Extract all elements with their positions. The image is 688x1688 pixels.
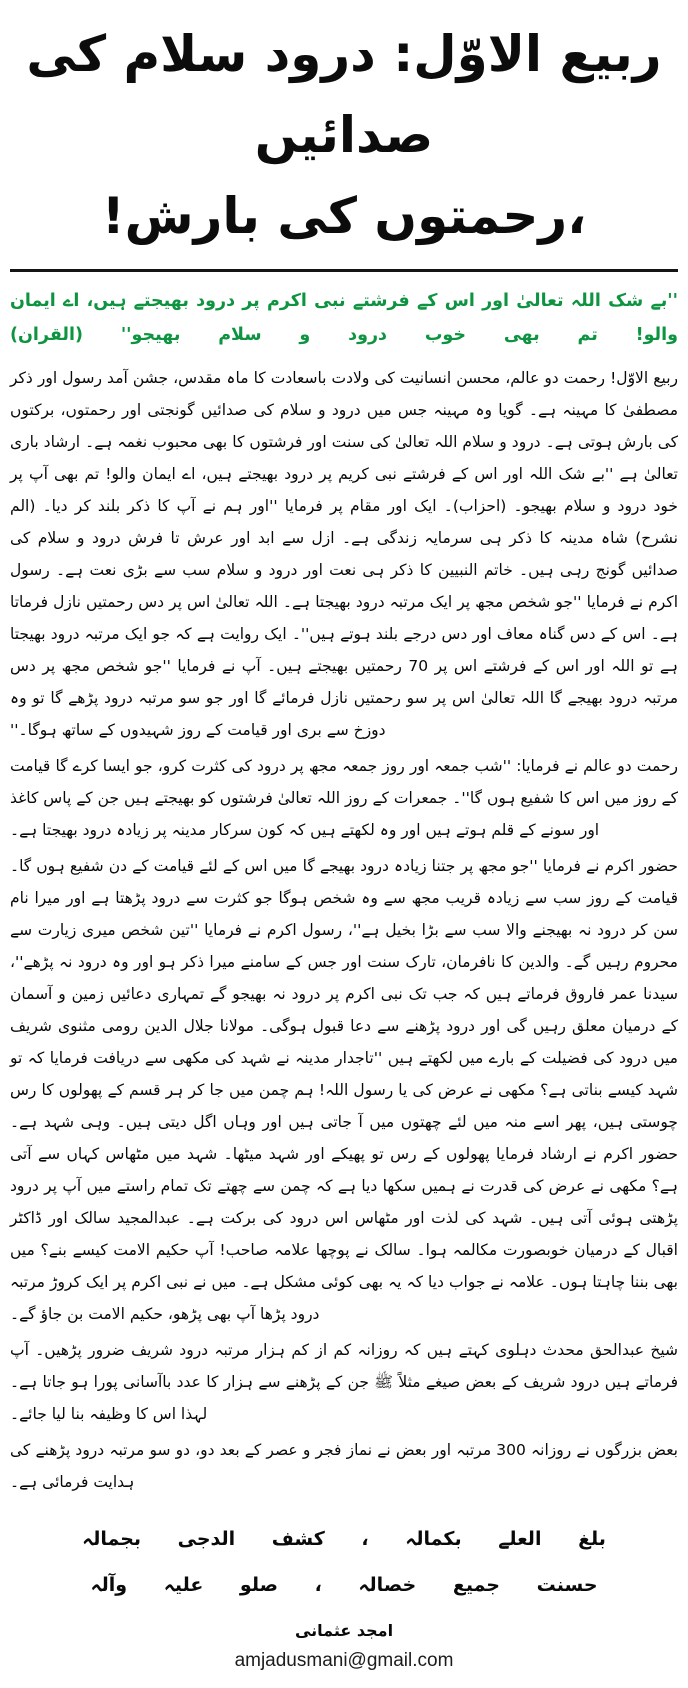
body-paragraph-2: رحمت دو عالم نے فرمایا: ''شب جمعہ اور روز جمعہ مجھ پر درود کی کثرت کرو، جو ایسا کرے گا قیامت کے روز میں اس کا شفیع ہوں گا''۔ جمعرات کے روز اللہ تعالیٰ فرشتوں کو بھیجتے ہیں جن کے پاس کاغذ اور سونے کے قلم ہوتے ہیں اور وہ لکھتے ہیں کہ کون سرکار مدینہ پر زیادہ درود بھیجتا ہے۔ — [10, 757, 678, 840]
body-paragraph-1: ربیع الاوّل! رحمت دو عالم، محسن انسانیت کی ولادت باسعادت کا ماہ مقدس، جشن آمد رسول اور ذکر مصطفیٰ کا مہینہ ہے۔ گویا وہ مہینہ جس میں درود و سلام کی صدائیں گونجتی اور رحمتوں، برکتوں کی بارش ہوتی ہے۔ درود و سلام اللہ تعالیٰ کی سنت اور فرشتوں کا بھی محبوب نغمہ ہے۔ ارشاد باری تعالیٰ ہے ''بے شک اللہ اور اس کے فرشتے نبی کریم پر درود بھیجتے ہیں، اے ایمان والو! تم بھی آپ پر خود درود و سلام بھیجو۔ (احزاب)۔ ایک اور مقام پر فرمایا ''اور ہم نے آپ کا ذکر بلند کر دیا۔ (الم نشرح) شاہ مدینہ کا ذکر ہی سرمایہ زندگی ہے۔ ازل سے ابد اور عرش تا فرش درود و سلام کی صدائیں گونج رہی ہیں۔ خاتم النبیین کا ذکر ہی نعت اور درود و سلام سب سے بڑی نعت ہے۔ رسول اکرم نے فرمایا ''جو شخص مجھ پر ایک مرتبہ درود بھیجتا ہے۔ اللہ تعالیٰ اس پر دس رحمتیں نازل فرماتا ہے۔ اس کے دس گناہ معاف اور دس درجے بلند ہوتے ہیں''۔ ایک روایت ہے کہ جو ایک مرتبہ درود بھیجتا ہے تو اللہ اور اس کے فرشتے اس پر 70 رحمتیں بھیجتے ہیں۔ آپ نے فرمایا ''جو شخص مجھ پر دس مرتبہ درود بھیجے گا اللہ تعالیٰ اس پر سو رحمتیں نازل فرمائے گا اور جو سو مرتبہ درود پڑھے گا تو وہ دوزخ سے بری اور قیامت کے روز شہیدوں کے ساتھ ہوگا۔'' — [10, 369, 678, 740]
body-paragraph-3: حضور اکرم نے فرمایا ''جو مجھ پر جتنا زیادہ درود بھیجے گا میں اس کے لئے قیامت کے دن شفیع ہوں گا۔ قیامت کے روز سب سے زیادہ قریب مجھ سے وہ شخص ہوگا جو کثرت سے درود پڑھتا ہے اور میرا نام سن کر درود نہ بھیجنے والا سب سے بڑا بخیل ہے''، رسول اکرم نے فرمایا ''تین شخص میری زیارت سے محروم رہیں گے۔ والدین کا نافرمان، تارک سنت اور جس کے سامنے میرا ذکر ہو اور وہ درود نہ پڑھے''، سیدنا عمر فاروق فرماتے ہیں کہ جب تک نبی اکرم پر درود نہ بھیجو گے تمہاری دعائیں زمین و آسمان کے درمیان معلق رہیں گی اور درود پڑھنے سے دعا قبول ہوگی۔ مولانا جلال الدین رومی مثنوی شریف میں درود کی فضیلت کے بارے میں لکھتے ہیں ''تاجدار مدینہ نے شہد کی مکھی سے دریافت فرمایا کہ تو شہد کیسے بناتی ہے؟ مکھی نے عرض کی یا رسول اللہ! ہم چمن میں جا کر ہر قسم کے پھولوں کا رس چوستی ہیں، پھر اسے منہ میں لئے چھتوں میں آ جاتی ہیں اور وہاں اگل دیتی ہیں۔ وہی شہد ہے۔ حضور اکرم نے ارشاد فرمایا پھولوں کے رس تو پھیکے اور شہد میٹھا۔ شہد میں مٹھاس کہاں سے آتی ہے؟ مکھی نے عرض کی قدرت نے ہمیں سکھا دیا ہے کہ چمن سے چھتے تک تمام راستے میں آپ پر درود پڑھتی ہوئی آتی ہیں۔ شہد کی لذت اور مٹھاس اس درود کی برکت ہے۔ عبدالمجید سالک اور ڈاکٹر اقبال کے درمیان خوبصورت مکالمہ ہوا۔ سالک نے پوچھا علامہ صاحب! آپ حکیم الامت کیسے بنے؟ میں بھی بننا چاہتا ہوں۔ علامہ نے جواب دیا کہ یہ بھی کوئی مشکل ہے۔ میں نے نبی اکرم پر ایک کروڑ مرتبہ درود پڑھا آپ بھی پڑھو، حکیم الامت بن جاؤ گے۔ — [10, 857, 678, 1324]
author-email: amjadusmani@gmail.com — [234, 1650, 454, 1672]
title-divider — [10, 269, 678, 272]
author-signature: امجد عثمانی — [294, 1621, 394, 1641]
article-title — [12, 14, 676, 257]
body-paragraph-5: بعض بزرگوں نے روزانہ 300 مرتبہ اور بعض نے نماز فجر و عصر کے بعد دو، دو سو مرتبہ درود پڑھنے کی ہدایت فرمائی ہے۔ — [10, 1441, 678, 1492]
couplet-line-2: حسنت جمیع خصالہ ، صلو علیہ وآلہ — [90, 1574, 598, 1597]
quran-reference: (القران) — [10, 325, 83, 346]
article-title-line1: ربیع الاوّل: درود سلام کی صدائیں — [26, 25, 662, 164]
closing-couplet — [10, 1516, 678, 1608]
article-title-line2: ،رحمتوں کی بارش! — [101, 187, 587, 245]
article-body — [10, 362, 678, 1498]
couplet-line-1: بلغ العلے بکمالہ ، کشف الدجی بجمالہ — [82, 1528, 606, 1551]
body-paragraph-4: شیخ عبدالحق محدث دہلوی کہتے ہیں کہ روزانہ کم از کم ہزار مرتبہ درود شریف ضرور پڑھیں۔ آپ فرماتے ہیں درود شریف کے بعض صیغے مثلاً ﷺ جن کے پڑھنے سے ہزار کا عدد باآسانی پورا ہو جاتا ہے۔ لہذا اس کا وظیفہ بنا لیا جائے۔ — [10, 1341, 678, 1424]
quran-quote-text: ''بے شک اللہ تعالیٰ اور اس کے فرشتے نبی اکرم پر درود بھیجتے ہیں، اے ایمان والو! تم بھی خوب درود و سلام بھیجو'' — [10, 291, 679, 346]
quran-quote-line — [10, 284, 678, 352]
